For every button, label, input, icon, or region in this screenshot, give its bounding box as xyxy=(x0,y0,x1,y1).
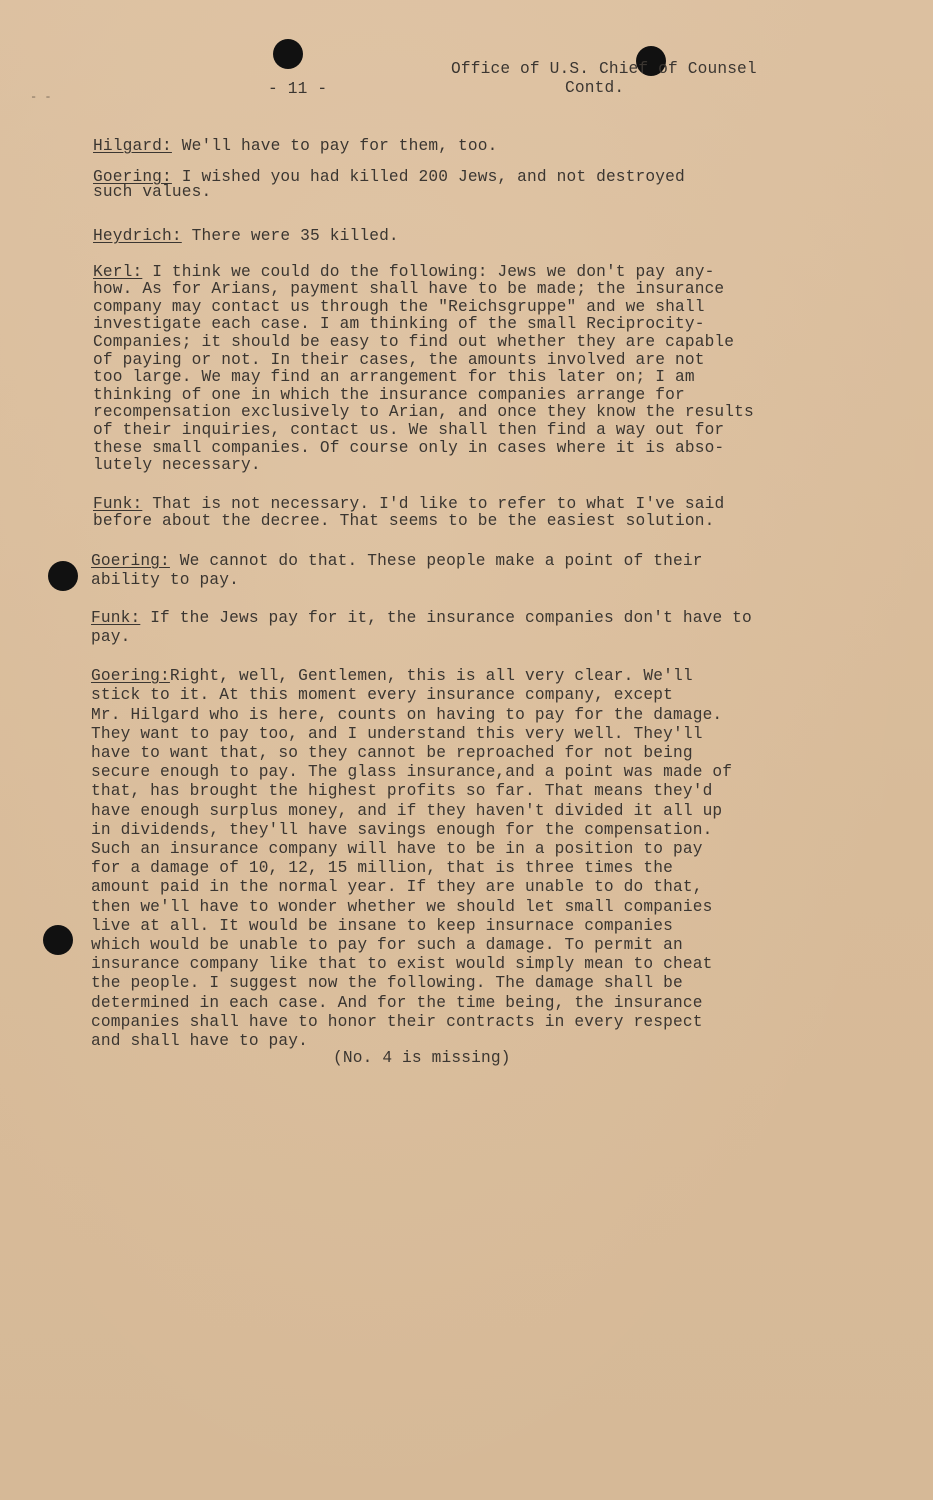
speaker-name: Hilgard: xyxy=(93,137,172,156)
dialogue-text: I wished you had killed 200 Jews, and not destroyed such values. xyxy=(93,168,685,201)
dialogue-entry xyxy=(93,246,893,475)
punch-hole-left-lower xyxy=(43,925,73,955)
dialogue-text: We'll have to pay for them, too. xyxy=(171,137,498,156)
dialogue-entry xyxy=(93,118,883,156)
dialogue-text: That is not necessary. I'd like to refer to what I've said before about the decree. That seems to be the easiest solution. xyxy=(93,495,725,530)
speaker-name: Goering: xyxy=(91,667,170,686)
dialogue-entry xyxy=(91,533,881,591)
punch-hole-left-middle xyxy=(48,561,78,591)
contd-label: Contd. xyxy=(565,79,625,97)
speaker-name: Goering: xyxy=(91,552,170,571)
dialogue-entry xyxy=(91,648,891,1051)
dialogue-text: I think we could do the following: Jews we don't pay any- how. As for Arians, payment shall have to be made; the insurance company may contact us through the "Reichsgruppe" and we shall investigate each case. I am thinking of the small Reciprocity- Companies; it should be easy to find out whether they are capable of paying or not. In their cases, the amounts involved are not too large. We may find an arrangement for this later on; I am thinking of one in which the insurance companies arrange for recompensation exclusively to Arian, and once they know the results of their inquiries, contact us. We shall then find a way out for these small companies. Of course only in cases where it is abso- lutely necessary. xyxy=(93,262,754,475)
punch-hole-top-left xyxy=(273,39,303,69)
dialogue-entry xyxy=(93,479,883,530)
office-header: Office of U.S. Chief of Counsel xyxy=(451,60,757,78)
stray-mark: - - xyxy=(30,90,52,104)
dialogue-entry xyxy=(93,208,883,246)
dialogue-text: Right, well, Gentlemen, this is all very clear. We'll stick to it. At this moment every insurance company, except Mr. Hilgard who is here, counts on having to pay for the damage. They want to pay too, and I understand this very well. They'll have to want that, so they cannot be reproached for not being secure enough to pay. The glass insurance,and a point was made of that, has brought the highest profits so far. That means they'd have enough surplus money, and if they haven't divided it all up in dividends, they'll have savings enough for the compensation. Such an insurance company will have to be in a position to pay for a damage of 10, 12, 15 million, that is three times the amount paid in the normal year. If they are unable to do that, then we'll have to wonder whether we should let small companies live at all. It would be insane to keep insurnace companies which would be unable to pay for such a damage. To permit an insurance company like that to exist would simply mean to cheat the people. I suggest now the following. The damage shall be determined in each case. And for the time being, the insurance companies shall have to honor their contracts in every respect and shall have to pay. xyxy=(91,667,733,1051)
speaker-name: Funk: xyxy=(91,609,141,628)
speaker-name: Goering: xyxy=(93,168,172,186)
footer-note: (No. 4 is missing) xyxy=(333,1049,511,1067)
speaker-name: Kerl: xyxy=(93,262,143,281)
dialogue-entry xyxy=(91,590,881,648)
dialogue-text: We cannot do that. These people make a point of their ability to pay. xyxy=(91,552,703,590)
dialogue-entry xyxy=(93,155,883,200)
dialogue-text: There were 35 killed. xyxy=(181,227,399,246)
dialogue-text: If the Jews pay for it, the insurance companies don't have to pay. xyxy=(91,609,752,647)
speaker-name: Funk: xyxy=(93,495,143,513)
page-number: - 11 - xyxy=(268,80,328,98)
speaker-name: Heydrich: xyxy=(93,227,182,246)
